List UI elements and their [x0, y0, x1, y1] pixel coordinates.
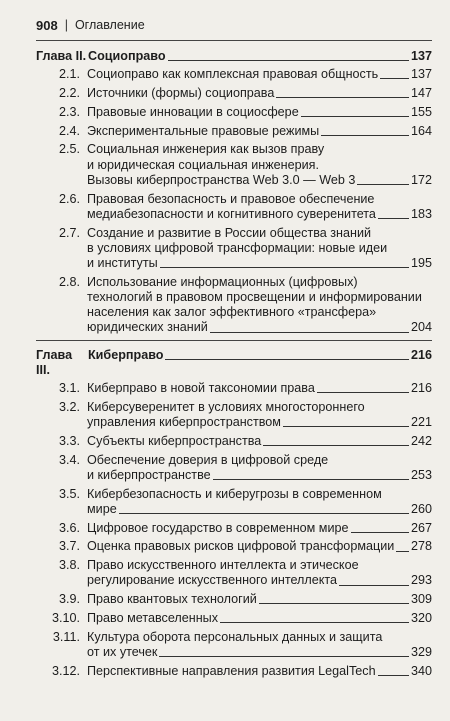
toc-page-number: 278 — [410, 539, 432, 554]
toc-page-number: 216 — [410, 347, 432, 362]
section-title-block — [87, 664, 432, 679]
section-number: 3.11. — [52, 629, 80, 644]
section-title-block — [87, 124, 432, 139]
toc-page-number: 147 — [410, 86, 432, 100]
section-entry — [36, 67, 432, 82]
section-entry — [36, 105, 432, 120]
section-title-block — [87, 592, 432, 607]
toc-page-number: 155 — [410, 104, 432, 119]
toc-last-line — [87, 105, 432, 120]
toc-last-line — [87, 521, 432, 536]
leader-line — [283, 426, 409, 427]
section-entry — [36, 226, 432, 272]
section-number: 3.1. — [58, 381, 80, 396]
section-number: 2.4. — [58, 123, 80, 138]
toc-entry-text: Экспериментальные правовые режимы — [87, 123, 320, 138]
section-number: 3.7. — [58, 539, 80, 554]
leader-line — [301, 116, 409, 117]
toc-page-number: 242 — [410, 433, 432, 448]
toc-last-line — [87, 67, 432, 82]
section-title-line: в условиях цифровой трансформации: новые идеи — [87, 240, 388, 255]
section-title-block — [87, 275, 432, 336]
toc-page-number: 309 — [410, 592, 432, 607]
section-title-block — [87, 434, 432, 449]
section-entry — [36, 381, 432, 396]
toc-page-number: 216 — [410, 381, 432, 396]
section-title-block — [87, 453, 432, 483]
section-title-block — [87, 400, 432, 430]
section-title-block — [87, 487, 432, 517]
toc-entry-text: Источники (формы) социоправа — [87, 86, 275, 100]
leader-line — [378, 218, 409, 219]
toc-last-line — [87, 573, 432, 588]
section-entry — [36, 558, 432, 588]
toc-page-number: 164 — [410, 123, 432, 138]
toc-entry-text: Право квантовых технологий — [87, 592, 257, 607]
section-title-block — [87, 86, 432, 101]
section-title-block — [87, 226, 432, 272]
section-title-line: Создание и развитие в России общества знаний — [87, 225, 372, 240]
toc-page-number: 172 — [410, 172, 432, 187]
leader-line — [165, 359, 409, 360]
section-title-block — [87, 105, 432, 120]
toc-last-line — [87, 664, 432, 679]
section-entry — [36, 434, 432, 449]
toc-entry-text: Киберправо — [88, 347, 164, 362]
toc-page-number: 221 — [410, 415, 432, 430]
leader-line — [220, 622, 409, 623]
section-entry — [36, 275, 432, 336]
leader-line — [168, 60, 409, 61]
section-entry — [36, 521, 432, 536]
section-title-line: Культура оборота персональных данных и защита — [87, 629, 383, 644]
leader-line — [357, 184, 409, 185]
section-number: 3.4. — [58, 452, 80, 467]
toc-last-line — [87, 592, 432, 607]
leader-line — [210, 332, 409, 333]
leader-line — [321, 135, 409, 136]
toc-last-line — [87, 256, 432, 271]
section-title-line: Право искусственного интеллекта и этическое — [87, 558, 359, 573]
section-number: 2.1. — [58, 67, 80, 82]
section-title-line: Правовая безопасность и правовое обеспечение — [87, 191, 375, 206]
toc-entry-text: Цифровое государство в современном мире — [87, 520, 349, 535]
section-number: 2.6. — [58, 191, 80, 206]
toc-last-line — [87, 124, 432, 139]
leader-line — [259, 603, 409, 604]
toc-entry-text: Субъекты киберпространства — [87, 433, 262, 448]
chapter-title-block — [88, 49, 432, 64]
table-of-contents — [36, 49, 432, 683]
leader-line — [378, 675, 409, 676]
toc-last-line — [87, 468, 432, 483]
leader-line — [351, 532, 409, 533]
section-title-block — [87, 630, 432, 660]
toc-entry-text: мире — [87, 501, 117, 516]
toc-entry-text: Правовые инновации в социосфере — [87, 104, 299, 119]
header-rule — [36, 40, 432, 41]
toc-last-line — [87, 611, 432, 626]
section-entry — [36, 142, 432, 188]
section-title-line: технологий в правовом просвещении и информировании — [87, 290, 422, 304]
toc-page-number: 260 — [410, 501, 432, 516]
toc-last-line — [88, 49, 432, 64]
leader-line — [263, 445, 409, 446]
toc-entry-text: Вызовы киберпространства Web 3.0 — Web 3 — [87, 172, 356, 187]
toc-last-line — [87, 207, 432, 222]
toc-entry-text: регулирование искусственного интеллекта — [87, 573, 338, 588]
toc-entry-text: от их утечек — [87, 645, 158, 659]
toc-page-number: 195 — [410, 256, 432, 270]
section-number: 3.5. — [58, 486, 80, 501]
running-title: Оглавление — [74, 18, 145, 32]
section-title-line: Киберсуверенитет в условиях многостороннего — [87, 399, 365, 414]
toc-page-number: 137 — [410, 67, 432, 82]
section-number: 3.6. — [58, 520, 80, 535]
chapter-label: Глава III. — [36, 347, 73, 377]
toc-page-number: 293 — [410, 573, 432, 588]
leader-line — [339, 585, 409, 586]
toc-last-line — [87, 381, 432, 396]
section-title-block — [87, 611, 432, 626]
section-title-line: населения как залог эффективного «трансфера» — [87, 305, 377, 320]
section-number: 3.9. — [58, 592, 80, 607]
section-number: 2.3. — [58, 104, 80, 119]
section-entry — [36, 124, 432, 139]
section-entry — [36, 400, 432, 430]
section-title-block — [87, 381, 432, 396]
section-title-line: Кибербезопасность и киберугрозы в современном — [87, 486, 382, 501]
leader-line — [213, 479, 409, 480]
section-title-line: и юридическая социальная инженерия. — [87, 157, 319, 172]
section-entry — [36, 86, 432, 101]
section-number: 3.10. — [51, 611, 80, 625]
section-entry — [36, 453, 432, 483]
leader-line — [159, 656, 409, 657]
toc-last-line — [87, 645, 432, 660]
toc-entry-text: Социоправо — [88, 49, 166, 63]
section-title-block — [87, 558, 432, 588]
section-entry — [36, 487, 432, 517]
toc-entry-text: и киберпространстве — [87, 467, 211, 482]
section-number: 3.8. — [58, 558, 80, 573]
section-title-block — [87, 142, 432, 188]
section-entry — [36, 192, 432, 222]
leader-line — [119, 513, 409, 514]
toc-page-number: 340 — [410, 663, 432, 678]
toc-entry-text: и институты — [87, 256, 158, 270]
header-separator: | — [64, 18, 68, 32]
section-number: 3.12. — [51, 663, 80, 678]
toc-entry-text: юридических знаний — [87, 320, 208, 335]
page-number: 908 — [36, 17, 58, 33]
toc-last-line — [88, 348, 432, 363]
toc-page-number: 320 — [410, 611, 432, 625]
toc-page-number: 267 — [410, 520, 432, 535]
leader-line — [380, 78, 409, 79]
chapter-label: Глава II. — [36, 49, 87, 63]
leader-line — [160, 267, 409, 268]
toc-entry-text: Социоправо как комплексная правовая общность — [87, 67, 379, 82]
toc-last-line — [87, 173, 432, 188]
toc-page-number: 204 — [410, 320, 432, 335]
section-entry — [36, 592, 432, 607]
toc-last-line — [87, 539, 432, 554]
section-number: 3.2. — [58, 399, 80, 414]
section-title-line: Использование информационных (цифровых) — [87, 274, 358, 289]
toc-last-line — [87, 86, 432, 101]
section-title-line: Социальная инженерия как вызов праву — [87, 142, 325, 157]
toc-entry-text: Оценка правовых рисков цифровой трансформации — [87, 539, 395, 554]
toc-last-line — [87, 415, 432, 430]
toc-last-line — [87, 502, 432, 517]
section-entry — [36, 664, 432, 679]
section-title-block — [87, 521, 432, 536]
toc-entry-text: управления киберпространством — [87, 415, 281, 430]
section-title-block — [87, 67, 432, 82]
toc-entry-text: медиабезопасности и когнитивного суверенитета — [87, 206, 376, 221]
section-number: 2.7. — [58, 225, 80, 240]
leader-line — [396, 551, 409, 552]
section-title-block — [87, 192, 432, 222]
section-entry — [36, 630, 432, 660]
toc-page-number: 253 — [410, 467, 432, 482]
section-number: 2.8. — [58, 274, 80, 289]
chapter-divider — [36, 340, 432, 341]
section-title-block — [87, 539, 432, 554]
toc-page-number: 137 — [410, 49, 432, 63]
chapter-entry — [36, 348, 432, 378]
section-title-line: Обеспечение доверия в цифровой среде — [87, 452, 329, 467]
toc-page-number: 329 — [410, 645, 432, 659]
leader-line — [317, 392, 409, 393]
toc-last-line — [87, 434, 432, 449]
toc-page-number: 183 — [410, 206, 432, 221]
section-number: 2.2. — [58, 86, 80, 100]
section-number: 3.3. — [58, 433, 80, 448]
section-number: 2.5. — [58, 142, 80, 157]
section-entry — [36, 539, 432, 554]
running-header — [36, 15, 436, 35]
toc-last-line — [87, 320, 432, 335]
chapter-title-block — [88, 348, 432, 378]
chapter-entry — [36, 49, 432, 64]
toc-entry-text: Право метавселенных — [87, 611, 219, 625]
toc-entry-text: Перспективные направления развития LegalTech — [87, 663, 376, 678]
section-entry — [36, 611, 432, 626]
toc-entry-text: Киберправо в новой таксономии права — [87, 381, 315, 396]
leader-line — [276, 97, 409, 98]
